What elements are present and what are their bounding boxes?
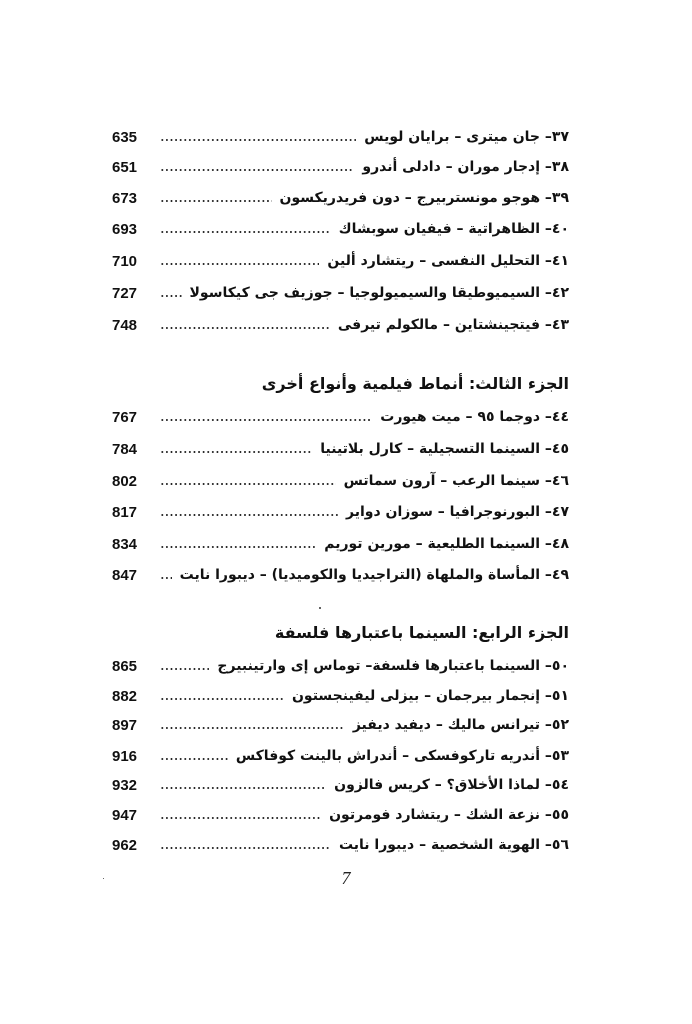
- toc-entry: [112, 744, 569, 768]
- part-heading: الجزء الثالث: أنماط فيلمية وأنواع أخرى: [261, 374, 569, 393]
- toc-entry-page: 916: [112, 747, 138, 765]
- dot-leader: [160, 483, 336, 485]
- toc-entry-title: ٥٠– السينما باعتبارها فلسفة– توماس إى وارتينبيرج: [217, 658, 569, 674]
- toc-entry-page: 817: [112, 503, 138, 521]
- dot-leader: [160, 139, 356, 141]
- toc-entry-page: 947: [112, 806, 138, 824]
- toc-entry-title: ٤٧– البورنوجرافيا – سوزان دواير: [346, 504, 569, 520]
- toc-entry: [112, 405, 569, 429]
- dot-leader: [160, 817, 321, 819]
- toc-entry: [112, 281, 569, 305]
- toc-entry-title: ٤٨– السينما الطليعية – مورين توريم: [324, 536, 569, 552]
- page-number: 7: [341, 868, 351, 888]
- toc-entry-title: ٤٠– الظاهراتية – فيفيان سوبشاك: [338, 221, 569, 237]
- toc-entry: [112, 217, 569, 241]
- toc-entry: [112, 313, 569, 337]
- toc-entry: [112, 833, 569, 857]
- toc-entry-page: 882: [112, 687, 138, 705]
- toc-entry-page: 897: [112, 716, 138, 734]
- toc-entry: [112, 684, 569, 708]
- toc-entry-page: 802: [112, 472, 138, 490]
- dot-leader: [160, 698, 284, 700]
- dot-leader: [160, 231, 331, 233]
- dot-leader: [160, 263, 319, 265]
- toc-entry-title: ٤٢– السيميوطيقا والسيميولوجيا – جوزيف جى كيكاسولا: [189, 285, 569, 301]
- toc-entry-page: 673: [112, 189, 138, 207]
- toc-entry-title: ٤٥– السينما التسجيلية – كارل بلاتينيا: [320, 441, 569, 457]
- toc-entry: [112, 249, 569, 273]
- toc-entry-title: ٤٦– سينما الرعب – آرون سماتس: [343, 473, 569, 489]
- toc-entry: [112, 500, 569, 524]
- dot-leader: [160, 546, 316, 548]
- dot-leader: [160, 847, 331, 849]
- toc-entry: [112, 155, 569, 179]
- dot-leader: [160, 758, 228, 760]
- toc-entry-title: ٤٩– المأساة والملهاة (التراجيديا والكوميديا) – ديبورا نايت: [179, 567, 569, 583]
- toc-entry-title: ٥٣– أندريه تاركوفسكى – أندراش بالينت كوفاكس: [235, 748, 569, 764]
- part-heading: الجزء الرابع: السينما باعتبارها فلسفة: [274, 623, 569, 642]
- dot-leader: [160, 668, 209, 670]
- toc-entry-page: 710: [112, 252, 138, 270]
- toc-entry-title: ٤١– التحليل النفسى – ريتشارد ألين: [327, 253, 569, 269]
- toc-entry-page: 865: [112, 657, 138, 675]
- toc-entry-page: 962: [112, 836, 138, 854]
- dot-leader: [160, 514, 338, 516]
- toc-entry: [112, 803, 569, 827]
- toc-entry: [112, 563, 569, 587]
- toc-entry-page: 651: [112, 158, 138, 176]
- toc-entry: [112, 125, 569, 149]
- toc-entry-page: 834: [112, 535, 138, 553]
- dot-leader: [160, 419, 372, 421]
- toc-entry: [112, 773, 569, 797]
- dot-leader: [160, 295, 182, 297]
- toc-entry-title: ٣٨– إدجار موران – دادلى أندرو: [362, 159, 569, 175]
- toc-entry: [112, 654, 569, 678]
- dot-leader: [160, 200, 272, 202]
- toc-entry-title: ٥٥– نزعة الشك – ريتشارد فومرتون: [329, 807, 569, 823]
- toc-entry: [112, 186, 569, 210]
- toc-entry-page: 847: [112, 566, 138, 584]
- toc-entry-title: ٥٤– لماذا الأخلاق؟ – كريس فالزون: [334, 777, 569, 793]
- toc-entry-title: ٥٢– تيرانس ماليك – ديفيد ديفيز: [352, 717, 569, 733]
- dot-leader: [160, 327, 330, 329]
- toc-entry-page: 727: [112, 284, 138, 302]
- toc-entry-page: 748: [112, 316, 138, 334]
- toc-entry-title: ٣٩– هوجو مونستربيرج – دون فريدريكسون: [279, 190, 569, 206]
- toc-entry-page: 693: [112, 220, 138, 238]
- toc-entry-page: 932: [112, 776, 138, 794]
- toc-entry: [112, 532, 569, 556]
- toc-entry-title: ٤٣– فيتجينشتاين – مالكولم تيرفى: [337, 317, 569, 333]
- dot-leader: [160, 169, 354, 171]
- toc-entry-page: 767: [112, 408, 138, 426]
- toc-entry: [112, 437, 569, 461]
- dot-leader: [160, 451, 312, 453]
- dot-leader: [160, 727, 345, 729]
- toc-entry-page: 635: [112, 128, 138, 146]
- toc-entry-title: ٥٦– الهوية الشخصية – ديبورا نايت: [338, 837, 569, 853]
- print-speck: [319, 607, 321, 609]
- toc-entry-title: ٣٧– جان ميترى – برايان لويس: [364, 129, 569, 145]
- dot-leader: [160, 787, 326, 789]
- toc-entry: [112, 713, 569, 737]
- toc-entry: [112, 469, 569, 493]
- toc-entry-title: ٥١– إنجمار بيرجمان – بيزلى ليفينجستون: [291, 688, 569, 704]
- toc-entry-title: ٤٤– دوجما ٩٥ – ميت هيورت: [380, 409, 569, 425]
- toc-entry-page: 784: [112, 440, 138, 458]
- dot-leader: [160, 577, 172, 579]
